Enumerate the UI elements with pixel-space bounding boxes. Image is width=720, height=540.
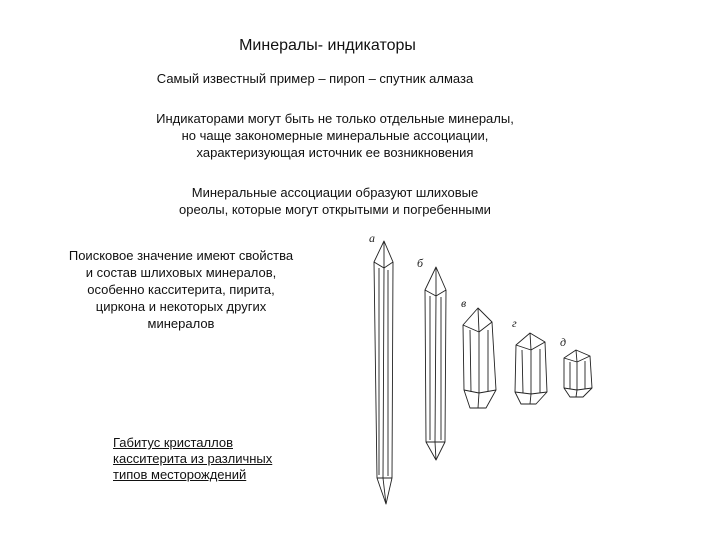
text-line: и состав шлиховых минералов, [85, 265, 277, 280]
label-d: д [560, 335, 567, 349]
caption-line: касситерита из различных [113, 451, 273, 466]
text-line: но чаще закономерные минеральные ассоциации, [181, 128, 489, 143]
crystal-v [461, 296, 496, 408]
text-line: минералов [147, 316, 215, 331]
text-line: Поисковое значение имеют свойства [68, 248, 294, 263]
text-line: характеризующая источник ее возникновения [196, 145, 474, 160]
text-line: ореолы, которые могут открытыми и погребенными [179, 202, 491, 217]
text-line: особенно касситерита, пирита, [87, 282, 275, 297]
text-line: циркона и некоторых других [95, 299, 267, 314]
label-g: г [512, 316, 517, 330]
label-b: б [417, 256, 424, 270]
crystal-b [417, 256, 446, 460]
crystal-g [512, 316, 547, 404]
crystal-a [369, 231, 393, 504]
text-line: Минеральные ассоциации образуют шлиховые [191, 185, 479, 200]
label-a: а [369, 231, 375, 245]
label-v: в [461, 296, 467, 310]
caption-line: Габитус кристаллов [113, 435, 233, 450]
text-line: Индикаторами могут быть не только отдельные минералы, [156, 111, 514, 126]
subtitle: Самый известный пример – пироп – спутник алмаза [156, 71, 474, 86]
crystal-d [560, 335, 592, 397]
page-title: Минералы- индикаторы [239, 37, 416, 54]
caption-line: типов месторождений [113, 467, 247, 482]
